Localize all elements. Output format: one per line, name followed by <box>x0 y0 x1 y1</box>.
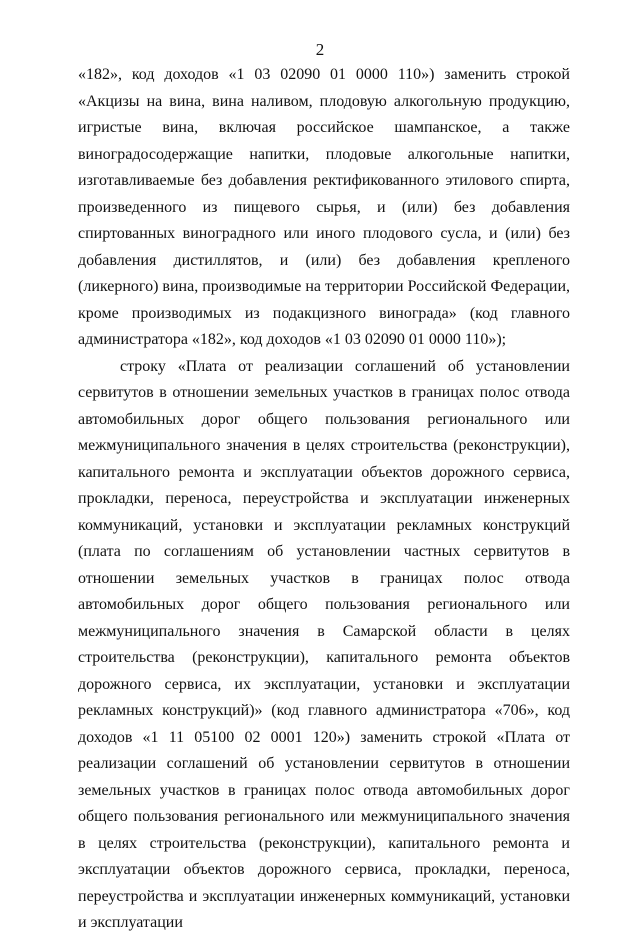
document-body <box>78 62 570 937</box>
paragraph-continuation: «182», код доходов «1 03 02090 01 0000 110») заменить строкой «Акцизы на вина, вина наливом, плодовую алкогольную продукцию, игристые вина, включая российское шампанское, а также виноградосодержащие напитки, плодовые алкогольные напитки, изготавливаемые без добавления ректификованного этилового спирта, произведенного из пищевого сырья, и (или) без добавления спиртованных виноградного или иного плодового сусла, и (или) без добавления дистиллятов, и (или) без добавления крепленого (ликерного) вина, производимые на территории Российской Федерации, кроме производимых из подакцизного винограда» (код главного администратора «182», код доходов «1 03 02090 01 0000 110»); <box>78 66 570 348</box>
paragraph-amendment: строку «Плата от реализации соглашений об установлении сервитутов в отношении земельных участков в границах полос отвода автомобильных дорог общего пользования регионального или межмуниципального значения в целях строительства (реконструкции), капитального ремонта и эксплуатации объектов дорожного сервиса, прокладки, переноса, переустройства и эксплуатации инженерных коммуникаций, установки и эксплуатации рекламных конструкций (плата по соглашениям об установлении частных сервитутов в отношении земельных участков в границах полос отвода автомобильных дорог общего пользования регионального или межмуниципального значения в Самарской области в целях строительства (реконструкции), капитального ремонта объектов дорожного сервиса, их эксплуатации, установки и эксплуатации рекламных конструкций)» (код главного администратора «706», код доходов «1 11 05100 02 0001 120») заменить строкой «Плата от реализации соглашений об установлении сервитутов в отношении земельных участков в границах полос отвода автомобильных дорог общего пользования регионального или межмуниципального значения в целях строительства (реконструкции), капитального ремонта и эксплуатации объектов дорожного сервиса, прокладки, переноса, переустройства и эксплуатации инженерных коммуникаций, установки и эксплуатации <box>78 357 570 931</box>
page-number: 2 <box>315 40 325 59</box>
